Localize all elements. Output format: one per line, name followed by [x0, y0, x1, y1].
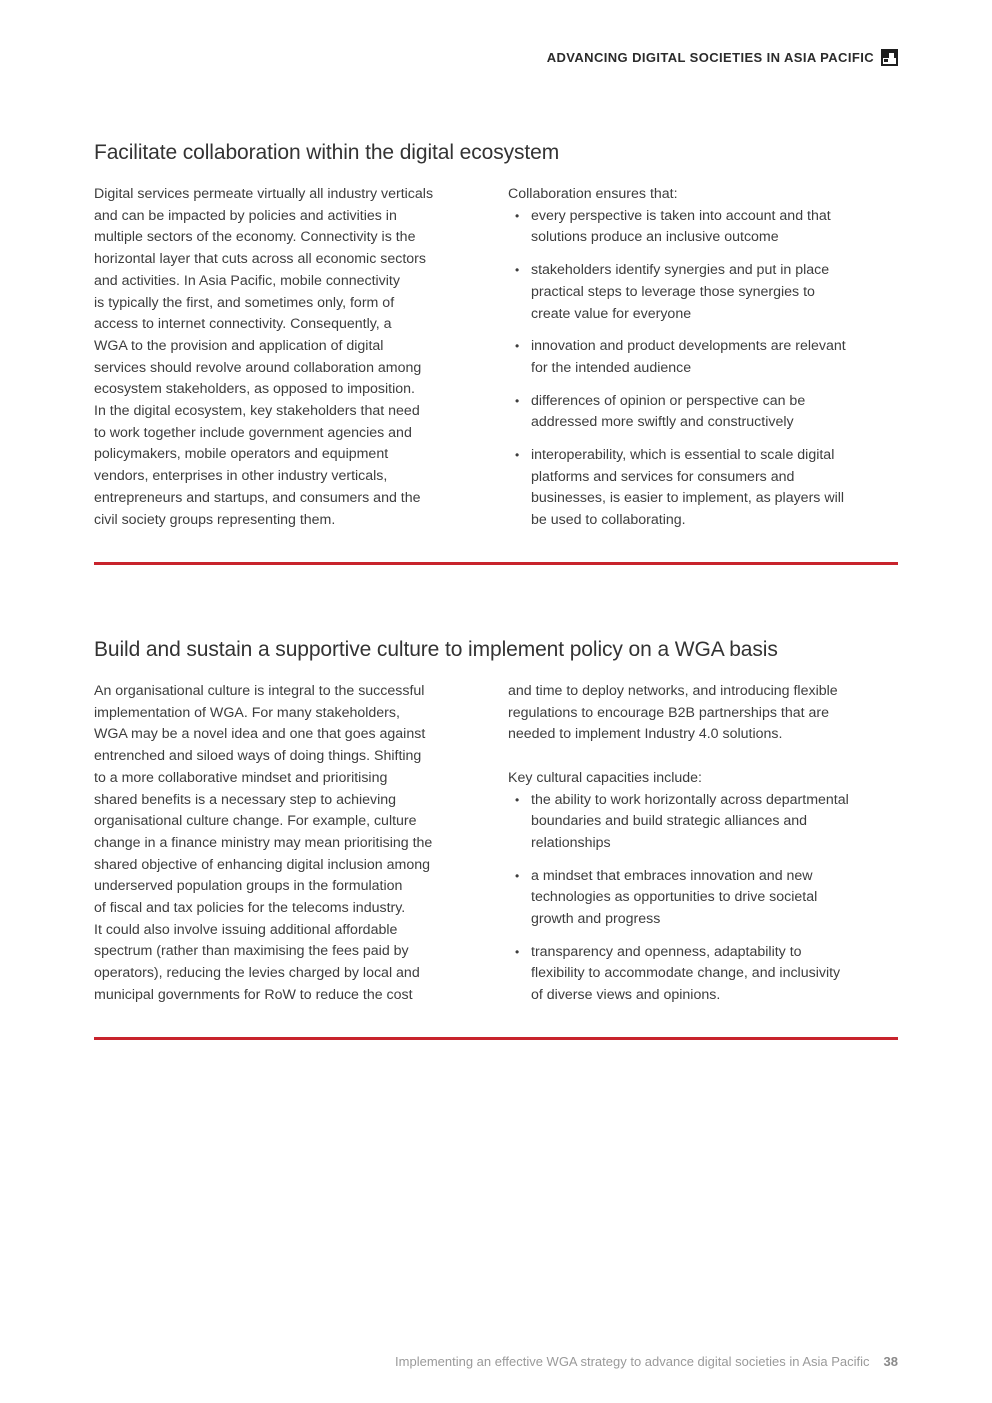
paragraph-line: needed to implement Industry 4.0 solutions.: [508, 726, 783, 743]
bullet-icon: •: [515, 263, 520, 278]
list-intro: Collaboration ensures that:: [508, 186, 678, 202]
running-header: [547, 48, 898, 66]
list-item: [508, 942, 900, 1007]
list-item-line: platforms and services for consumers and: [531, 468, 795, 485]
list-item: [508, 260, 900, 325]
paragraph-line: operators), reducing the levies charged by local and: [94, 965, 420, 982]
paragraph-line: municipal governments for RoW to reduce the cost: [94, 986, 413, 1003]
paragraph-line: is typically the first, and sometimes only, form of: [94, 294, 395, 311]
footer-text: Implementing an effective WGA strategy to advance digital societies in Asia Pacific: [395, 1354, 870, 1369]
paragraph-line: It could also involve issuing additional affordable: [94, 921, 398, 938]
paragraph-line: civil society groups representing them.: [94, 511, 336, 528]
list-item-line: growth and progress: [531, 911, 661, 928]
paragraph-line: and time to deploy networks, and introducing flexible: [508, 683, 838, 699]
paragraph-line: horizontal layer that cuts across all economic sectors: [94, 251, 426, 268]
paragraph-line: underserved population groups in the formulation: [94, 878, 403, 895]
bullet-icon: •: [515, 393, 520, 408]
left-column: [94, 184, 484, 531]
page-footer: [395, 1354, 898, 1369]
list-item-line: differences of opinion or perspective can be: [531, 392, 806, 409]
section-divider: [94, 562, 898, 565]
list-item-line: businesses, is easier to implement, as players will: [531, 490, 845, 507]
paragraph-line: ecosystem stakeholders, as opposed to imposition.: [94, 381, 415, 398]
paragraph-line: multiple sectors of the economy. Connectivity is the: [94, 229, 416, 246]
list-item: [508, 336, 900, 379]
paragraph-line: services should revolve around collaboration among: [94, 359, 422, 376]
list-item-line: innovation and product developments are relevant: [531, 338, 846, 355]
list-item-line: every perspective is taken into account and that: [531, 207, 831, 224]
list-item-line: addressed more swiftly and constructively: [531, 414, 794, 431]
paragraph-line: to a more collaborative mindset and prioritising: [94, 769, 388, 786]
list-item-line: stakeholders identify synergies and put in place: [531, 262, 830, 279]
paragraph-line: vendors, enterprises in other industry verticals,: [94, 468, 388, 485]
paragraph-line: entrepreneurs and startups, and consumers and the: [94, 489, 421, 506]
list-item-line: boundaries and build strategic alliances and: [531, 813, 808, 830]
list-item-line: be used to collaborating.: [531, 512, 686, 529]
bullet-icon: •: [515, 448, 520, 463]
right-column: [508, 681, 900, 1018]
list-item-line: technologies as opportunities to drive societal: [531, 889, 818, 906]
list-item-line: solutions produce an inclusive outcome: [531, 229, 779, 246]
right-column: [508, 184, 900, 543]
paragraph-line: to work together include government agencies and: [94, 424, 412, 441]
section-collaboration: [94, 140, 898, 529]
paragraph-line: of fiscal and tax policies for the telecoms industry.: [94, 900, 406, 917]
bullet-icon: •: [515, 868, 520, 883]
paragraph-line: spectrum (rather than maximising the fees paid by: [94, 943, 409, 960]
section-heading: Facilitate collaboration within the digital ecosystem: [94, 141, 560, 164]
list-item-line: the ability to work horizontally across departmental: [531, 791, 849, 808]
paragraph-line: shared benefits is a necessary step to achieving: [94, 791, 397, 808]
paragraph-line: entrenched and siloed ways of doing things. Shifting: [94, 748, 422, 765]
section-heading: Build and sustain a supportive culture to implement policy on a WGA basis: [94, 638, 778, 661]
paragraph-line: WGA may be a novel idea and one that goes against: [94, 726, 426, 743]
page-number: 38: [883, 1354, 898, 1369]
paragraph-line: policymakers, mobile operators and equipment: [94, 446, 389, 463]
list-item-line: flexibility to accommodate change, and inclusivity: [531, 965, 841, 982]
list-item-line: for the intended audience: [531, 359, 692, 376]
list-item-line: transparency and openness, adaptability to: [531, 943, 802, 960]
paragraph-line: Digital services permeate virtually all industry verticals: [94, 186, 434, 202]
bullet-icon: •: [515, 792, 520, 807]
bullet-icon: •: [515, 208, 520, 223]
report-logo-icon: [881, 49, 898, 66]
list-item-line: of diverse views and opinions.: [531, 987, 721, 1004]
paragraph-line: change in a finance ministry may mean prioritising the: [94, 834, 433, 851]
list-item: [508, 445, 900, 532]
list-intro: Key cultural capacities include:: [508, 769, 702, 786]
list-item-line: relationships: [531, 834, 611, 851]
left-column: [94, 681, 484, 1007]
paragraph-line: and activities. In Asia Pacific, mobile connectivity: [94, 272, 400, 289]
paragraph-line: An organisational culture is integral to the successful: [94, 683, 425, 699]
paragraph-line: shared objective of enhancing digital inclusion among: [94, 856, 430, 873]
bullet-list: [508, 206, 900, 532]
paragraph-line: In the digital ecosystem, key stakeholders that need: [94, 403, 420, 420]
bullet-icon: •: [515, 339, 520, 354]
section-divider: [94, 1037, 898, 1040]
list-item-line: create value for everyone: [531, 305, 692, 322]
header-title: ADVANCING DIGITAL SOCIETIES IN ASIA PACIFIC: [546, 49, 874, 65]
list-item-line: practical steps to leverage those synergies to: [531, 283, 815, 300]
paragraph-line: organisational culture change. For example, culture: [94, 813, 417, 830]
paragraph-line: and can be impacted by policies and activities in: [94, 207, 397, 224]
bullet-list: [508, 790, 900, 1007]
paragraph-line: regulations to encourage B2B partnerships that are: [508, 704, 829, 721]
paragraph-line: access to internet connectivity. Consequently, a: [94, 316, 392, 333]
list-item-line: a mindset that embraces innovation and new: [531, 867, 813, 884]
list-item: [508, 790, 900, 855]
section-culture: [94, 637, 898, 1004]
bullet-icon: •: [515, 944, 520, 959]
list-item: [508, 391, 900, 434]
list-item-line: interoperability, which is essential to scale digital: [531, 447, 835, 464]
paragraph-line: WGA to the provision and application of digital: [94, 337, 384, 354]
list-item: [508, 206, 900, 249]
paragraph-line: implementation of WGA. For many stakeholders,: [94, 704, 400, 721]
list-item: [508, 866, 900, 931]
